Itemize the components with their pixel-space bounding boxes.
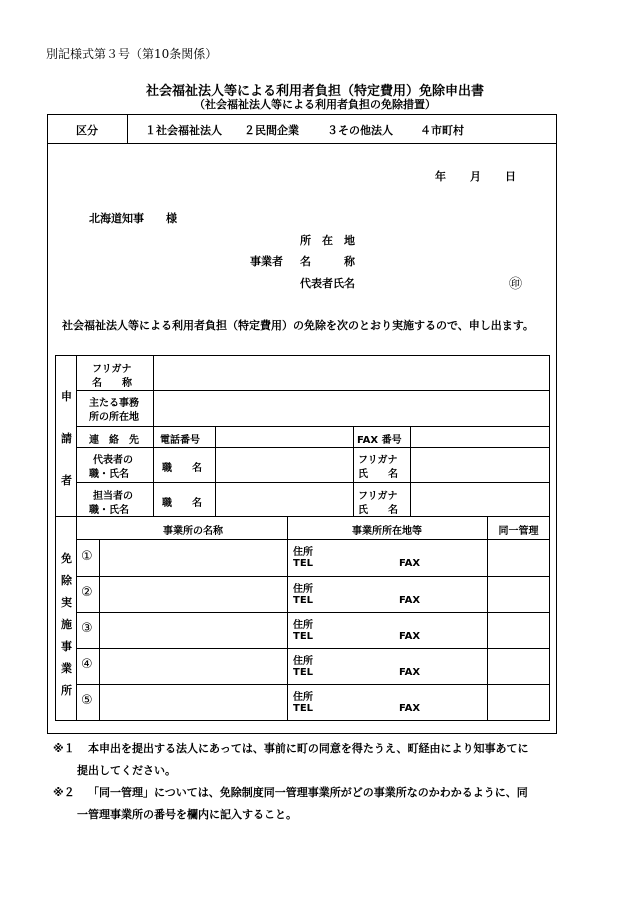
note-2-mark: ※２	[53, 786, 75, 799]
form-number: 別記様式第３号（第10条関係）	[46, 47, 218, 61]
operator-address-label: 所 在 地	[300, 234, 355, 247]
applicant-mid-divider-2	[353, 426, 354, 517]
contact-label: 連 絡 先	[89, 435, 139, 446]
rep-furigana-label: フリガナ	[358, 455, 398, 466]
facility-side-7: 所	[61, 684, 72, 697]
person-fullname-label: 氏 名	[358, 505, 398, 516]
statement-text: 社会福祉法人等による利用者負担（特定費用）の免除を次のとおり実施するので、申し出ます。	[62, 319, 534, 332]
applicant-name-field[interactable]	[154, 356, 549, 390]
rep-name-field[interactable]	[411, 448, 549, 482]
note-1-line-2: 提出してください。	[77, 764, 176, 777]
date-day: 日	[505, 170, 516, 183]
person-furigana-label: フリガナ	[358, 491, 398, 502]
facility-3-same-field[interactable]	[488, 613, 549, 648]
person-label-1: 担当者の	[93, 491, 133, 502]
category-label: 区分	[76, 124, 98, 137]
page-subtitle: （社会福祉法人等による利用者負担の免除措置）	[194, 98, 436, 111]
fax-label: FAX 番号	[357, 435, 402, 446]
facility-5-fax-label: FAX	[399, 703, 421, 714]
facility-5-addr-label: 住所	[293, 692, 313, 703]
operator-rep-label: 代表者氏名	[300, 277, 355, 290]
facility-2-addr-label: 住所	[293, 584, 313, 595]
seal-mark: ㊞	[509, 277, 523, 292]
note-1-line-1: 本申出を提出する法人にあっては、事前に町の同意を得たうえ、町経由により知事あてに	[88, 742, 529, 755]
facility-5-same-field[interactable]	[488, 685, 549, 720]
page-title: 社会福祉法人等による利用者負担（特定費用）免除申出書	[145, 84, 484, 99]
facility-name-header: 事業所の名称	[163, 526, 223, 537]
facility-4-addr-label: 住所	[293, 656, 313, 667]
facility-4-tel-label: TEL	[293, 667, 314, 678]
category-option-2[interactable]: ２民間企業	[244, 124, 299, 137]
facility-3-fax-label: FAX	[399, 631, 421, 642]
person-label-2: 職・氏名	[89, 505, 129, 516]
addressee: 北海道知事 様	[89, 212, 177, 225]
date-year: 年	[435, 170, 446, 183]
facility-side-5: 事	[61, 640, 72, 653]
person-position-field[interactable]	[216, 483, 353, 516]
rep-fullname-label: 氏 名	[358, 469, 398, 480]
category-option-4[interactable]: ４市町村	[420, 124, 464, 137]
facility-number-1: ①	[81, 549, 93, 564]
facility-number-4: ④	[81, 657, 93, 672]
facility-2-fax-label: FAX	[399, 595, 421, 606]
facility-4-name-field[interactable]	[100, 649, 287, 684]
facility-side-1: 免	[61, 552, 72, 565]
office-label-1: 主たる事務	[89, 398, 139, 409]
note-2-line-1: 「同一管理」については、免除制度同一管理事業所がどの事業所なのかわかるように、同	[88, 786, 528, 799]
category-divider	[127, 114, 128, 144]
note-2-line-2: 一管理事業所の番号を欄内に記入すること。	[77, 808, 297, 821]
applicant-side-3: 者	[61, 474, 72, 487]
facility-5-name-field[interactable]	[100, 685, 287, 720]
facility-1-same-field[interactable]	[488, 540, 549, 576]
phone-label: 電話番号	[160, 435, 200, 446]
category-option-1[interactable]: １社会福祉法人	[145, 124, 222, 137]
date-month: 月	[470, 170, 481, 183]
facility-side-2: 除	[61, 574, 72, 587]
facility-3-addr-label: 住所	[293, 620, 313, 631]
facility-1-name-field[interactable]	[100, 540, 287, 576]
name-label: 名 称	[92, 378, 132, 389]
operator-name-label: 名 称	[300, 255, 355, 268]
facility-1-tel-label: TEL	[293, 558, 314, 569]
rep-label-1: 代表者の	[93, 455, 133, 466]
facility-2-name-field[interactable]	[100, 577, 287, 612]
operator-label: 事業者	[250, 255, 283, 268]
facility-number-3: ③	[81, 621, 93, 636]
facility-side-4: 施	[61, 618, 72, 631]
facility-same-header: 同一管理	[498, 526, 539, 537]
facility-1-fax-label: FAX	[399, 558, 421, 569]
facility-4-fax-label: FAX	[399, 667, 421, 678]
person-position-label: 職 名	[162, 498, 202, 509]
facility-2-tel-label: TEL	[293, 595, 314, 606]
facility-3-name-field[interactable]	[100, 613, 287, 648]
rep-label-2: 職・氏名	[89, 469, 129, 480]
facility-col-divider-1	[287, 517, 288, 721]
facility-number-2: ②	[81, 585, 93, 600]
note-1-mark: ※１	[53, 742, 75, 755]
applicant-side-2: 請	[61, 432, 72, 445]
facility-1-addr-label: 住所	[293, 547, 313, 558]
facility-side-3: 実	[61, 596, 72, 609]
facility-side-6: 業	[61, 662, 72, 675]
office-label-2: 所の所在地	[89, 412, 139, 423]
category-option-3[interactable]: ３その他法人	[327, 124, 393, 137]
fax-field[interactable]	[411, 427, 549, 447]
applicant-side-1: 申	[61, 390, 72, 403]
applicant-address-field[interactable]	[154, 391, 549, 426]
facility-3-tel-label: TEL	[293, 631, 314, 642]
facility-2-same-field[interactable]	[488, 577, 549, 612]
furigana-label: フリガナ	[92, 364, 132, 375]
facility-5-tel-label: TEL	[293, 703, 314, 714]
rep-position-field[interactable]	[216, 448, 353, 482]
facility-number-5: ⑤	[81, 693, 93, 708]
phone-field[interactable]	[216, 427, 353, 447]
facility-4-same-field[interactable]	[488, 649, 549, 684]
facility-address-header: 事業所所在地等	[352, 526, 422, 537]
rep-position-label: 職 名	[162, 463, 202, 474]
person-name-field[interactable]	[411, 483, 549, 516]
